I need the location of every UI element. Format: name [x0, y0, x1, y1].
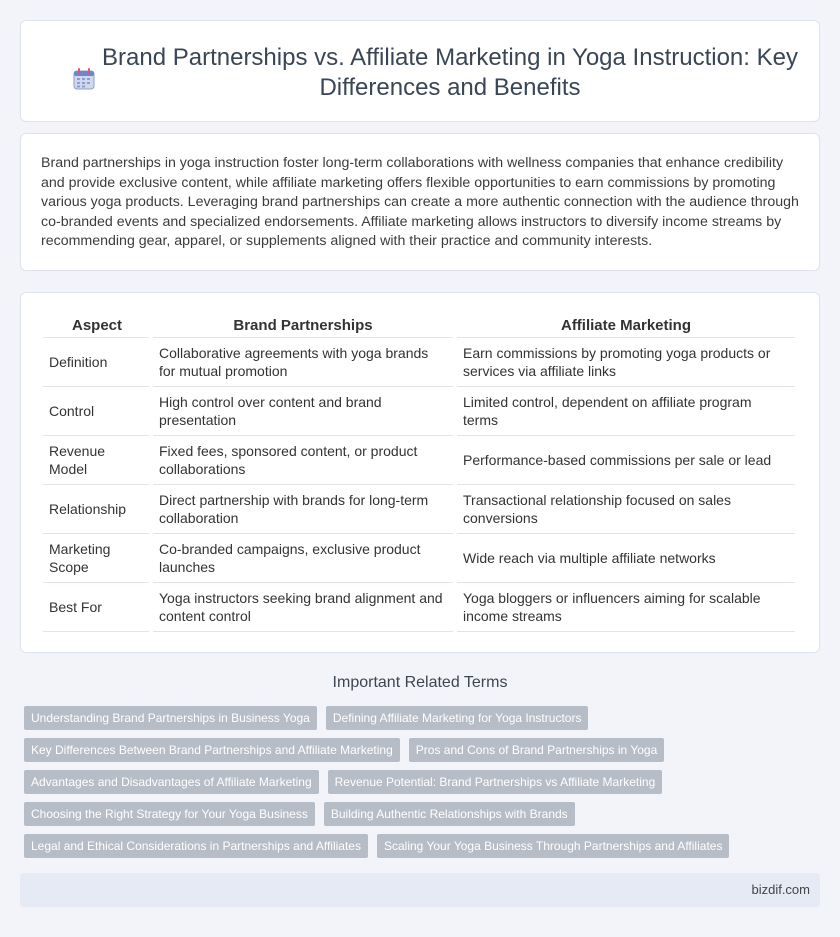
- related-term-tag[interactable]: Scaling Your Yoga Business Through Partnerships and Affiliates: [377, 834, 729, 858]
- header-affiliate-marketing: Affiliate Marketing: [455, 315, 797, 337]
- table-row: [43, 435, 797, 484]
- intro-paragraph: Brand partnerships in yoga instruction foster long-term collaborations with wellness companies that enhance credibility and provide exclusive content, while affiliate marketing offers flexible opportunities to earn commissions by promoting various yoga products. Leveraging brand partnerships can create a more authentic connection with the audience through co-branded events and specialized endorsements. Affiliate marketing allows instructors to diversify income streams by recommending gear, apparel, or supplements aligned with their practice and community interests.: [41, 155, 799, 250]
- table-row: [43, 337, 797, 386]
- related-term-tag[interactable]: Building Authentic Relationships with Brands: [324, 802, 575, 826]
- related-terms-title: Important Related Terms: [332, 674, 508, 691]
- title-card: [20, 20, 820, 122]
- related-term-tag[interactable]: Revenue Potential: Brand Partnerships vs Affiliate Marketing: [328, 770, 663, 794]
- row-affiliate-cell: Earn commissions by promoting yoga products or services via affiliate links: [455, 337, 797, 386]
- row-affiliate-cell: Performance-based commissions per sale or lead: [455, 435, 797, 484]
- row-brand-cell: Direct partnership with brands for long-term collaboration: [151, 484, 455, 533]
- table-row: [43, 484, 797, 533]
- related-terms-list: [24, 706, 804, 866]
- table-row: [43, 386, 797, 435]
- comparison-table: [43, 315, 799, 632]
- row-brand-cell: Yoga instructors seeking brand alignment and content control: [151, 582, 455, 631]
- related-term-tag[interactable]: Key Differences Between Brand Partnerships and Affiliate Marketing: [24, 738, 400, 762]
- row-aspect: Best For: [43, 582, 151, 631]
- row-aspect: Revenue Model: [43, 435, 151, 484]
- row-affiliate-cell: Transactional relationship focused on sales conversions: [455, 484, 797, 533]
- page-title: Brand Partnerships vs. Affiliate Marketing in Yoga Instruction: Key Differences and Benefits: [102, 44, 798, 101]
- row-aspect: Control: [43, 386, 151, 435]
- row-aspect: Relationship: [43, 484, 151, 533]
- related-term-tag[interactable]: Advantages and Disadvantages of Affiliate Marketing: [24, 770, 319, 794]
- table-row: [43, 582, 797, 631]
- header-brand-partnerships: Brand Partnerships: [151, 315, 455, 337]
- related-term-tag[interactable]: Understanding Brand Partnerships in Business Yoga: [24, 706, 317, 730]
- comparison-card: [20, 292, 820, 653]
- row-brand-cell: Co-branded campaigns, exclusive product launches: [151, 533, 455, 582]
- row-affiliate-cell: Yoga bloggers or influencers aiming for scalable income streams: [455, 582, 797, 631]
- row-brand-cell: High control over content and brand presentation: [151, 386, 455, 435]
- row-aspect: Marketing Scope: [43, 533, 151, 582]
- footer: [20, 873, 820, 907]
- row-brand-cell: Collaborative agreements with yoga brands for mutual promotion: [151, 337, 455, 386]
- row-brand-cell: Fixed fees, sponsored content, or product collaborations: [151, 435, 455, 484]
- related-term-tag[interactable]: Choosing the Right Strategy for Your Yoga Business: [24, 802, 315, 826]
- row-affiliate-cell: Wide reach via multiple affiliate networks: [455, 533, 797, 582]
- related-term-tag[interactable]: Legal and Ethical Considerations in Partnerships and Affiliates: [24, 834, 368, 858]
- footer-site-link[interactable]: bizdif.com: [751, 882, 810, 897]
- related-term-tag[interactable]: Pros and Cons of Brand Partnerships in Yoga: [409, 738, 665, 762]
- table-header-row: [43, 315, 797, 337]
- row-affiliate-cell: Limited control, dependent on affiliate program terms: [455, 386, 797, 435]
- table-row: [43, 533, 797, 582]
- header-aspect: Aspect: [43, 315, 151, 337]
- row-aspect: Definition: [43, 337, 151, 386]
- intro-card: [20, 133, 820, 271]
- related-term-tag[interactable]: Defining Affiliate Marketing for Yoga Instructors: [326, 706, 589, 730]
